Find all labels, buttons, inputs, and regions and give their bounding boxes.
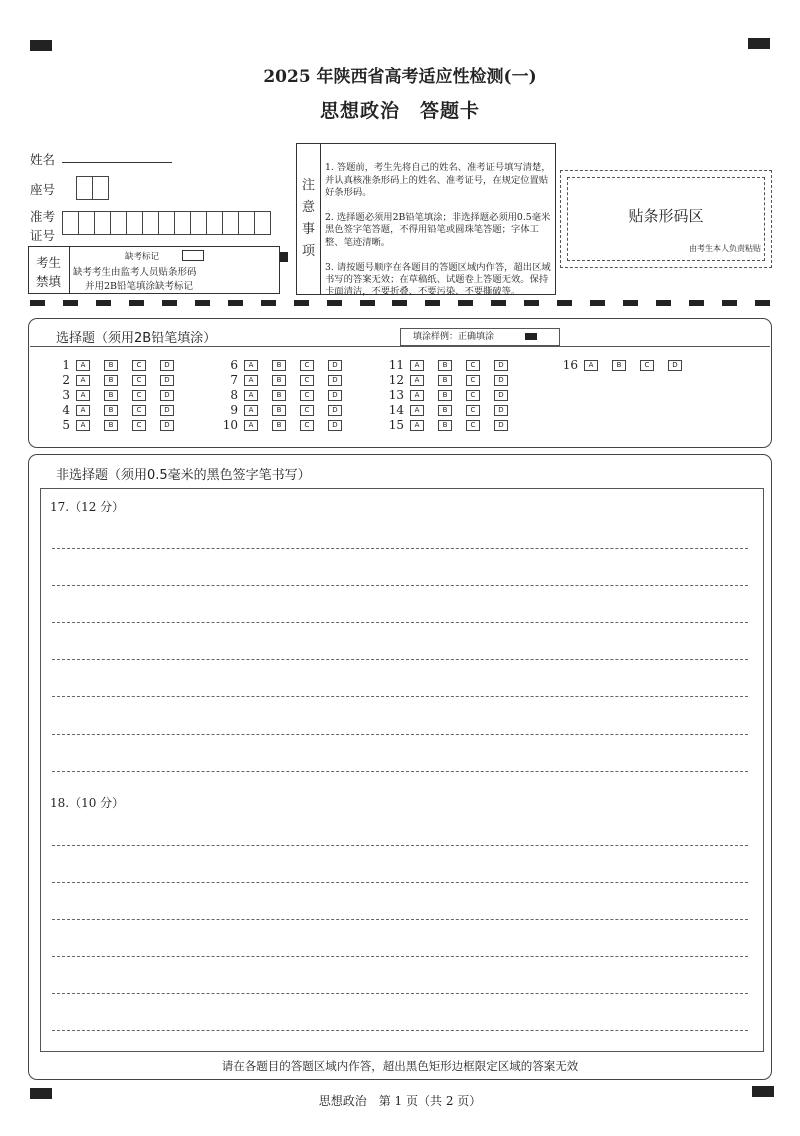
notice-heading [297, 144, 321, 294]
choice-option-bubble[interactable]: C [466, 405, 480, 416]
choice-option-bubble[interactable]: B [104, 420, 118, 431]
choice-question-number: 16 [562, 358, 578, 372]
answer-line[interactable] [52, 734, 748, 735]
choice-question-row [560, 358, 696, 372]
choice-option-bubble[interactable]: D [328, 405, 342, 416]
notice-head-char: 事 [301, 222, 315, 237]
choice-question-row [386, 403, 522, 417]
choice-option-bubble[interactable]: B [104, 360, 118, 371]
choice-question-number: 2 [62, 373, 70, 387]
exam-id-cells[interactable] [62, 211, 270, 235]
answer-line[interactable] [52, 882, 748, 883]
choice-option-bubble[interactable]: B [438, 420, 452, 431]
choice-question-row [220, 358, 356, 372]
choice-option-bubble[interactable]: C [466, 390, 480, 401]
choice-option-bubble[interactable]: A [410, 360, 424, 371]
choice-option-bubble[interactable]: C [132, 360, 146, 371]
choice-option-bubble[interactable]: C [466, 420, 480, 431]
choice-option-bubble[interactable]: B [104, 375, 118, 386]
choice-option-bubble[interactable]: D [494, 375, 508, 386]
choice-option-bubble[interactable]: D [160, 420, 174, 431]
name-label: 姓名 [30, 152, 56, 167]
answer-line[interactable] [52, 622, 748, 623]
forbidden-divider [69, 247, 70, 293]
choice-question-row [52, 373, 188, 387]
seat-label: 座号 [30, 182, 56, 197]
choice-option-bubble[interactable]: B [612, 360, 626, 371]
choice-option-bubble[interactable]: A [410, 375, 424, 386]
notice-head-char: 意 [301, 200, 315, 215]
choice-question-number: 9 [230, 403, 238, 417]
choice-option-bubble[interactable]: B [438, 390, 452, 401]
page-number: 思想政治 第 1 页（共 2 页） [318, 1094, 482, 1108]
exam-title: 2025 年陕西省高考适应性检测(一) [263, 67, 537, 87]
answer-line[interactable] [52, 1030, 748, 1031]
choice-option-bubble[interactable]: A [410, 420, 424, 431]
question-17-label: 17.（12 分） [50, 500, 125, 514]
answer-line[interactable] [52, 585, 748, 586]
choice-option-bubble[interactable]: A [244, 405, 258, 416]
choice-option-bubble[interactable]: C [300, 390, 314, 401]
choice-option-bubble[interactable]: D [328, 420, 342, 431]
choice-option-bubble[interactable]: A [410, 390, 424, 401]
choice-option-bubble[interactable]: B [272, 375, 286, 386]
choice-question-row [52, 358, 188, 372]
answer-line[interactable] [52, 659, 748, 660]
choice-option-bubble[interactable]: A [584, 360, 598, 371]
choice-option-bubble[interactable]: C [300, 360, 314, 371]
choice-question-number: 11 [388, 358, 404, 372]
absent-note-1: 缺考考生由监考人员贴条形码 [73, 267, 197, 278]
choice-option-bubble[interactable]: D [494, 420, 508, 431]
choice-question-number: 7 [230, 373, 238, 387]
choice-option-bubble[interactable]: D [668, 360, 682, 371]
choice-option-bubble[interactable]: D [328, 375, 342, 386]
choice-question-row [220, 418, 356, 432]
absent-mark-label: 缺考标记 [125, 252, 160, 262]
choice-option-bubble[interactable]: C [300, 405, 314, 416]
question-18-label: 18.（10 分） [50, 796, 125, 810]
choice-option-bubble[interactable]: A [76, 360, 90, 371]
answer-line[interactable] [52, 771, 748, 772]
notice-text [325, 150, 553, 311]
choice-option-bubble[interactable]: D [160, 390, 174, 401]
timing-dash-row [30, 300, 770, 308]
choice-option-bubble[interactable]: B [272, 360, 286, 371]
choice-question-number: 5 [62, 418, 70, 432]
choice-option-bubble[interactable]: A [244, 375, 258, 386]
choice-option-bubble[interactable]: B [438, 405, 452, 416]
notice-head-char: 项 [301, 244, 315, 259]
choice-option-bubble[interactable]: B [104, 405, 118, 416]
choice-option-bubble[interactable]: A [244, 420, 258, 431]
choice-option-bubble[interactable]: C [132, 375, 146, 386]
choice-question-row [52, 388, 188, 402]
answer-line[interactable] [52, 696, 748, 697]
exam-id-label-1: 准考 [30, 209, 56, 224]
timing-mark [280, 252, 288, 262]
answer-area-warning: 请在各题目的答题区域内作答，超出黑色矩形边框限定区域的答案无效 [221, 1059, 579, 1073]
notice-item: 3. 请按题号顺序在各题目的答题区域内作答，超出区域书写的答案无效；在草稿纸、试题卷上答题无效。保持卡面清洁，不要折叠、不要污染、不要撕破等。 [325, 261, 551, 298]
notice-item: 2. 选择题必须用2B铅笔填涂；非选择题必须用0.5毫米黑色签字笔答题，不得用铅笔或圆珠笔答题；字体工整、笔迹清晰。 [325, 212, 551, 248]
choice-option-bubble[interactable]: C [300, 375, 314, 386]
forbidden-label-1: 考生 [36, 255, 62, 270]
choice-option-bubble[interactable]: D [328, 360, 342, 371]
choice-option-bubble[interactable]: A [76, 405, 90, 416]
notice-box [296, 143, 556, 298]
choice-option-bubble[interactable]: D [160, 360, 174, 371]
choice-option-bubble[interactable]: D [494, 390, 508, 401]
choice-option-bubble[interactable]: D [328, 390, 342, 401]
choice-option-bubble[interactable]: A [76, 420, 90, 431]
nonchoice-section-title: 非选择题（须用0.5毫米的黑色签字笔书写） [56, 468, 311, 483]
choice-option-bubble[interactable]: B [104, 390, 118, 401]
answer-line[interactable] [52, 919, 748, 920]
notice-item: 1. 答题前，考生先将自己的姓名、准考证号填写清楚，并认真核准条形码上的姓名、准考证号，在规定位置贴好条形码。 [325, 162, 551, 199]
choice-question-number: 12 [388, 373, 404, 387]
choice-option-bubble[interactable]: B [272, 405, 286, 416]
choice-question-row [220, 373, 356, 387]
choice-option-bubble[interactable]: D [494, 360, 508, 371]
barcode-note: 由考生本人负责粘贴 [689, 244, 761, 253]
choice-option-bubble[interactable]: B [438, 375, 452, 386]
choice-question-number: 6 [230, 358, 238, 372]
choice-option-bubble[interactable]: A [76, 390, 90, 401]
fill-sample-mark [525, 333, 537, 340]
exam-id-label-2: 证号 [30, 228, 56, 243]
choice-question-row [220, 388, 356, 402]
choice-question-number: 14 [388, 403, 404, 417]
choice-option-bubble[interactable]: A [244, 360, 258, 371]
choice-option-bubble[interactable]: B [272, 390, 286, 401]
choice-option-bubble[interactable]: C [466, 360, 480, 371]
card-subtitle: 思想政治 答题卡 [319, 100, 480, 122]
barcode-title: 贴条形码区 [628, 207, 704, 225]
choice-question-number: 15 [388, 418, 404, 432]
choice-option-bubble[interactable]: D [160, 375, 174, 386]
choice-option-bubble[interactable]: C [132, 405, 146, 416]
choice-option-bubble[interactable]: A [76, 375, 90, 386]
choice-option-bubble[interactable]: C [300, 420, 314, 431]
choice-question-row [220, 403, 356, 417]
choice-option-bubble[interactable]: C [132, 390, 146, 401]
choice-question-number: 3 [62, 388, 70, 402]
choice-option-bubble[interactable]: A [410, 405, 424, 416]
fill-sample [400, 328, 560, 346]
choice-option-bubble[interactable]: B [438, 360, 452, 371]
name-field[interactable] [62, 162, 172, 163]
choice-option-bubble[interactable]: C [132, 420, 146, 431]
choice-question-row [386, 418, 522, 432]
notice-head-char: 注 [301, 178, 315, 193]
answer-line[interactable] [52, 956, 748, 957]
fill-sample-label: 填涂样例：正确填涂 [413, 332, 495, 342]
choice-question-number: 8 [230, 388, 238, 402]
choice-question-number: 1 [62, 358, 70, 372]
choice-title-rule [30, 346, 770, 347]
answer-line[interactable] [52, 845, 748, 846]
choice-option-bubble[interactable]: D [160, 405, 174, 416]
choice-question-row [386, 373, 522, 387]
choice-section-title: 选择题（须用2B铅笔填涂） [56, 331, 217, 346]
absent-note-2: 并用2B铅笔填涂缺考标记 [85, 281, 194, 292]
choice-question-row [386, 388, 522, 402]
forbidden-area [28, 246, 280, 294]
choice-question-row [52, 403, 188, 417]
choice-option-bubble[interactable]: C [640, 360, 654, 371]
forbidden-label-2: 禁填 [36, 274, 62, 289]
choice-option-bubble[interactable]: D [494, 405, 508, 416]
answer-line[interactable] [52, 993, 748, 994]
barcode-area [560, 170, 772, 268]
choice-option-bubble[interactable]: A [244, 390, 258, 401]
choice-question-number: 13 [388, 388, 404, 402]
choice-option-bubble[interactable]: B [272, 420, 286, 431]
registration-mark-top-right [748, 38, 770, 49]
answer-line[interactable] [52, 548, 748, 549]
registration-mark-top-left [30, 40, 52, 51]
choice-question-number: 4 [62, 403, 70, 417]
seat-number-cells[interactable] [76, 176, 108, 200]
absent-mark-box[interactable] [182, 250, 204, 261]
choice-question-row [386, 358, 522, 372]
choice-question-row [52, 418, 188, 432]
choice-question-number: 10 [222, 418, 238, 432]
choice-option-bubble[interactable]: C [466, 375, 480, 386]
answer-area-frame [40, 488, 764, 1052]
